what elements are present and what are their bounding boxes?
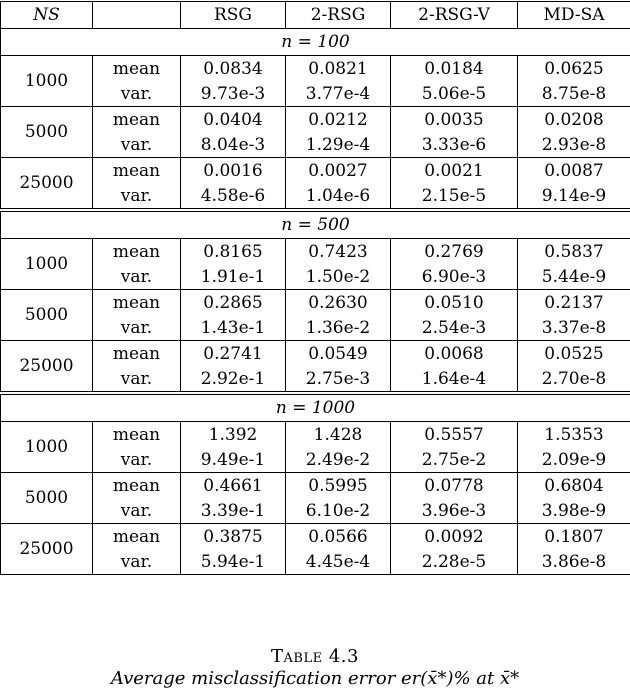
stat-label-cell: var. (93, 132, 181, 158)
value-cell: 0.0510 (391, 290, 518, 316)
table-row (1, 239, 630, 265)
value-cell: 3.37e-8 (518, 315, 630, 341)
value-cell: 6.10e-2 (286, 498, 391, 524)
value-cell: 0.0549 (286, 341, 391, 367)
stat-label-cell: mean (93, 107, 181, 133)
value-cell: 0.0184 (391, 56, 518, 82)
value-cell: 0.2630 (286, 290, 391, 316)
table-row (1, 264, 630, 290)
value-cell: 0.0068 (391, 341, 518, 367)
table-row (1, 447, 630, 473)
stat-label-cell: mean (93, 239, 181, 265)
value-cell: 1.64e-4 (391, 366, 518, 393)
value-cell: 1.50e-2 (286, 264, 391, 290)
ns-cell: 5000 (1, 473, 93, 524)
table-row (1, 473, 630, 499)
value-cell: 1.428 (286, 422, 391, 448)
value-cell: 1.43e-1 (181, 315, 286, 341)
header-cell (93, 2, 181, 29)
value-cell: 3.39e-1 (181, 498, 286, 524)
stat-label-cell: var. (93, 549, 181, 575)
stat-label-cell: mean (93, 56, 181, 82)
value-cell: 3.96e-3 (391, 498, 518, 524)
table-row (1, 341, 630, 367)
value-cell: 1.392 (181, 422, 286, 448)
value-cell: 0.0778 (391, 473, 518, 499)
value-cell: 2.09e-9 (518, 447, 630, 473)
value-cell: 0.0404 (181, 107, 286, 133)
group-label: n = 500 (1, 210, 630, 239)
value-cell: 0.0092 (391, 524, 518, 550)
ns-cell: 1000 (1, 422, 93, 473)
header-row (1, 2, 630, 29)
value-cell: 5.94e-1 (181, 549, 286, 575)
ns-cell: 25000 (1, 341, 93, 394)
ns-cell: 25000 (1, 524, 93, 575)
table-row (1, 524, 630, 550)
value-cell: 0.3875 (181, 524, 286, 550)
caption-text: Average misclassification error er(x̄*)% at x̄* (0, 668, 630, 690)
value-cell: 3.33e-6 (391, 132, 518, 158)
value-cell: 2.75e-3 (286, 366, 391, 393)
stat-label-cell: mean (93, 422, 181, 448)
results-table (0, 1, 630, 575)
stat-label-cell: mean (93, 290, 181, 316)
value-cell: 8.04e-3 (181, 132, 286, 158)
value-cell: 9.73e-3 (181, 81, 286, 107)
table-row (1, 56, 630, 82)
value-cell: 4.58e-6 (181, 183, 286, 210)
value-cell: 0.8165 (181, 239, 286, 265)
value-cell: 3.98e-9 (518, 498, 630, 524)
stat-label-cell: mean (93, 473, 181, 499)
value-cell: 0.4661 (181, 473, 286, 499)
value-cell: 1.04e-6 (286, 183, 391, 210)
table-row (1, 498, 630, 524)
value-cell: 9.14e-9 (518, 183, 630, 210)
value-cell: 0.0035 (391, 107, 518, 133)
table-row (1, 422, 630, 448)
caption-label: Table 4.3 (0, 646, 630, 668)
value-cell: 0.5557 (391, 422, 518, 448)
header-cell: 2-RSG-V (391, 2, 518, 29)
table-row (1, 158, 630, 184)
stat-label-cell: var. (93, 264, 181, 290)
value-cell: 1.36e-2 (286, 315, 391, 341)
value-cell: 0.0834 (181, 56, 286, 82)
value-cell: 4.45e-4 (286, 549, 391, 575)
table-row (1, 132, 630, 158)
value-cell: 5.44e-9 (518, 264, 630, 290)
value-cell: 0.0016 (181, 158, 286, 184)
stat-label-cell: var. (93, 315, 181, 341)
value-cell: 8.75e-8 (518, 81, 630, 107)
value-cell: 0.0208 (518, 107, 630, 133)
header-cell: NS (1, 2, 93, 29)
group-label: n = 1000 (1, 393, 630, 422)
group-header-row (1, 29, 630, 56)
value-cell: 0.7423 (286, 239, 391, 265)
stat-label-cell: var. (93, 183, 181, 210)
value-cell: 2.70e-8 (518, 366, 630, 393)
table-row (1, 183, 630, 210)
value-cell: 0.0027 (286, 158, 391, 184)
value-cell: 2.15e-5 (391, 183, 518, 210)
ns-cell: 5000 (1, 107, 93, 158)
value-cell: 5.06e-5 (391, 81, 518, 107)
ns-cell: 5000 (1, 290, 93, 341)
value-cell: 2.54e-3 (391, 315, 518, 341)
value-cell: 0.6804 (518, 473, 630, 499)
value-cell: 0.0525 (518, 341, 630, 367)
ns-cell: 1000 (1, 56, 93, 107)
value-cell: 1.29e-4 (286, 132, 391, 158)
table-caption (0, 646, 630, 690)
table-row (1, 81, 630, 107)
value-cell: 0.2769 (391, 239, 518, 265)
value-cell: 3.86e-8 (518, 549, 630, 575)
value-cell: 1.91e-1 (181, 264, 286, 290)
value-cell: 0.2137 (518, 290, 630, 316)
value-cell: 0.1807 (518, 524, 630, 550)
value-cell: 0.0021 (391, 158, 518, 184)
value-cell: 2.28e-5 (391, 549, 518, 575)
value-cell: 0.0087 (518, 158, 630, 184)
table-row (1, 549, 630, 575)
header-cell: RSG (181, 2, 286, 29)
value-cell: 0.0625 (518, 56, 630, 82)
value-cell: 9.49e-1 (181, 447, 286, 473)
value-cell: 3.77e-4 (286, 81, 391, 107)
value-cell: 2.93e-8 (518, 132, 630, 158)
value-cell: 0.5995 (286, 473, 391, 499)
ns-cell: 1000 (1, 239, 93, 290)
ns-cell: 25000 (1, 158, 93, 211)
table-row (1, 290, 630, 316)
value-cell: 6.90e-3 (391, 264, 518, 290)
stat-label-cell: var. (93, 366, 181, 393)
value-cell: 0.0821 (286, 56, 391, 82)
value-cell: 0.0212 (286, 107, 391, 133)
group-header-row (1, 393, 630, 422)
group-header-row (1, 210, 630, 239)
stat-label-cell: var. (93, 447, 181, 473)
value-cell: 0.2741 (181, 341, 286, 367)
value-cell: 0.5837 (518, 239, 630, 265)
stat-label-cell: mean (93, 341, 181, 367)
stat-label-cell: mean (93, 524, 181, 550)
value-cell: 2.75e-2 (391, 447, 518, 473)
stat-label-cell: var. (93, 498, 181, 524)
stat-label-cell: mean (93, 158, 181, 184)
value-cell: 0.2865 (181, 290, 286, 316)
table-row (1, 366, 630, 393)
value-cell: 0.0566 (286, 524, 391, 550)
value-cell: 1.5353 (518, 422, 630, 448)
table-row (1, 315, 630, 341)
value-cell: 2.49e-2 (286, 447, 391, 473)
header-cell: MD-SA (518, 2, 630, 29)
value-cell: 2.92e-1 (181, 366, 286, 393)
table-row (1, 107, 630, 133)
stat-label-cell: var. (93, 81, 181, 107)
group-label: n = 100 (1, 29, 630, 56)
header-cell: 2-RSG (286, 2, 391, 29)
